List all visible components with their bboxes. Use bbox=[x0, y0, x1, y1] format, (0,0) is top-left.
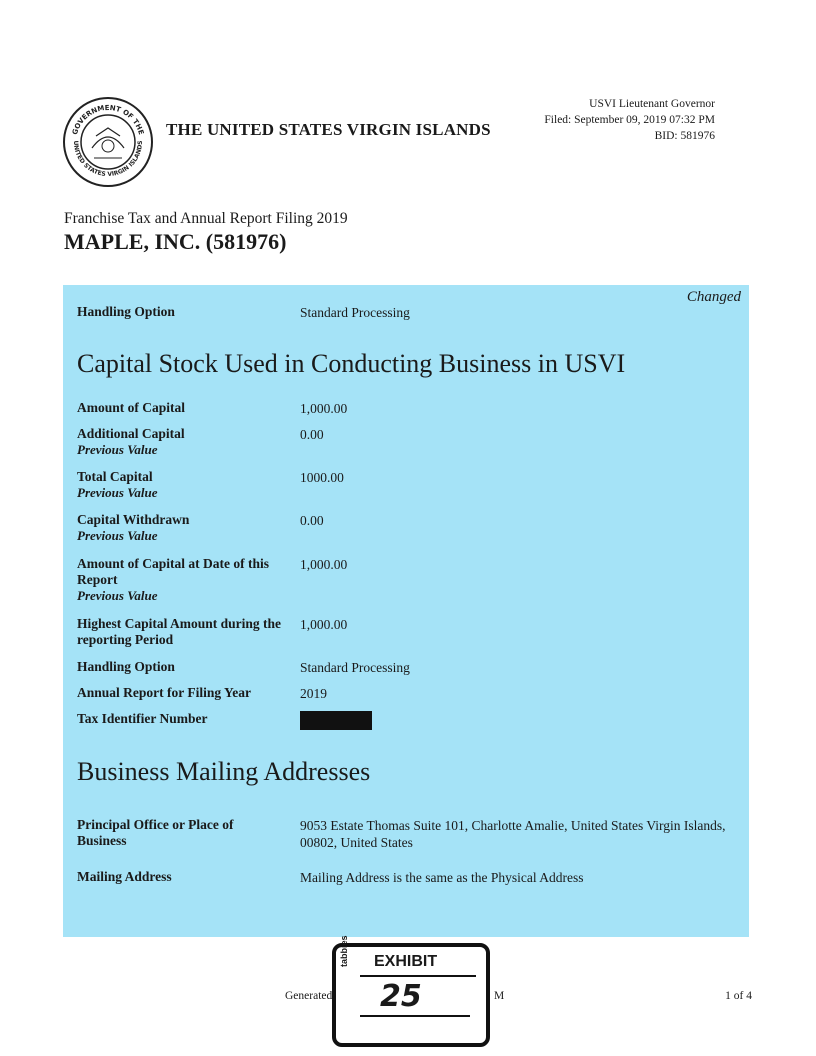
government-seal-logo bbox=[62, 96, 154, 188]
field-label: Principal Office or Place of Business bbox=[77, 817, 234, 848]
field-label: Mailing Address bbox=[77, 869, 172, 884]
field-label: Tax Identifier Number bbox=[77, 711, 208, 726]
field-label bbox=[77, 512, 287, 544]
address-section-heading: Business Mailing Addresses bbox=[77, 757, 371, 786]
field-label: Highest Capital Amount during the reporting Period bbox=[77, 616, 282, 647]
field-label-text: Total Capital bbox=[77, 469, 153, 484]
field-value: Standard Processing bbox=[300, 305, 410, 320]
office-name: USVI Lieutenant Governor bbox=[589, 98, 715, 110]
field-label bbox=[77, 556, 277, 604]
previous-value-label: Previous Value bbox=[77, 588, 158, 603]
field-value: 1,000.00 bbox=[300, 557, 348, 572]
field-value: 0.00 bbox=[300, 427, 324, 442]
filed-date: Filed: September 09, 2019 07:32 PM bbox=[544, 114, 715, 126]
sticker-underline bbox=[360, 1015, 470, 1017]
sticker-brand: tabbies bbox=[339, 935, 349, 967]
field-label-text: Amount of Capital at Date of this Report bbox=[77, 556, 269, 587]
field-value: 9053 Estate Thomas Suite 101, Charlotte Amalie, United States Virgin Islands, 00802, United States bbox=[300, 818, 726, 850]
field-label-text: Capital Withdrawn bbox=[77, 512, 190, 527]
changed-label: Changed bbox=[686, 289, 741, 305]
field-label: Amount of Capital bbox=[77, 400, 186, 415]
field-label bbox=[77, 469, 287, 501]
filing-info bbox=[455, 96, 715, 144]
exhibit-label: EXHIBIT bbox=[374, 953, 438, 970]
field-label bbox=[77, 426, 287, 458]
page-number: 1 of 4 bbox=[725, 990, 752, 1002]
previous-value-label: Previous Value bbox=[77, 442, 158, 457]
exhibit-number: 25 bbox=[380, 979, 422, 1014]
capital-section-heading: Capital Stock Used in Conducting Business in USVI bbox=[77, 349, 626, 378]
footer-generated-text: Generated bbox=[285, 990, 333, 1002]
field-value: 1000.00 bbox=[300, 470, 344, 485]
field-value: 2019 bbox=[300, 686, 327, 701]
redaction-box bbox=[300, 711, 372, 730]
field-value: Standard Processing bbox=[300, 660, 410, 675]
sticker-rule bbox=[360, 975, 476, 977]
field-label: Handling Option bbox=[77, 659, 175, 674]
footer-generated-suffix: M bbox=[494, 990, 505, 1002]
filing-details-panel bbox=[63, 285, 749, 937]
previous-value-label: Previous Value bbox=[77, 485, 158, 500]
field-value: Mailing Address is the same as the Physical Address bbox=[300, 870, 584, 885]
svg-text:GOVERNMENT OF THE: GOVERNMENT OF THE bbox=[70, 103, 146, 136]
field-value: 0.00 bbox=[300, 513, 324, 528]
field-value: 1,000.00 bbox=[300, 401, 348, 416]
field-label: Handling Option bbox=[77, 304, 175, 319]
field-label-text: Additional Capital bbox=[77, 426, 185, 441]
report-title: Franchise Tax and Annual Report Filing 2019 bbox=[64, 210, 348, 227]
exhibit-sticker bbox=[332, 935, 490, 1047]
business-id: BID: 581976 bbox=[654, 130, 715, 142]
company-name: MAPLE, INC. (581976) bbox=[64, 229, 287, 254]
field-value: 1,000.00 bbox=[300, 617, 348, 632]
svg-text:UNITED STATES VIRGIN ISLANDS: UNITED STATES VIRGIN ISLANDS bbox=[71, 140, 145, 179]
government-title: THE UNITED STATES VIRGIN ISLANDS bbox=[166, 120, 491, 139]
previous-value-label: Previous Value bbox=[77, 528, 158, 543]
field-label: Annual Report for Filing Year bbox=[77, 685, 251, 700]
